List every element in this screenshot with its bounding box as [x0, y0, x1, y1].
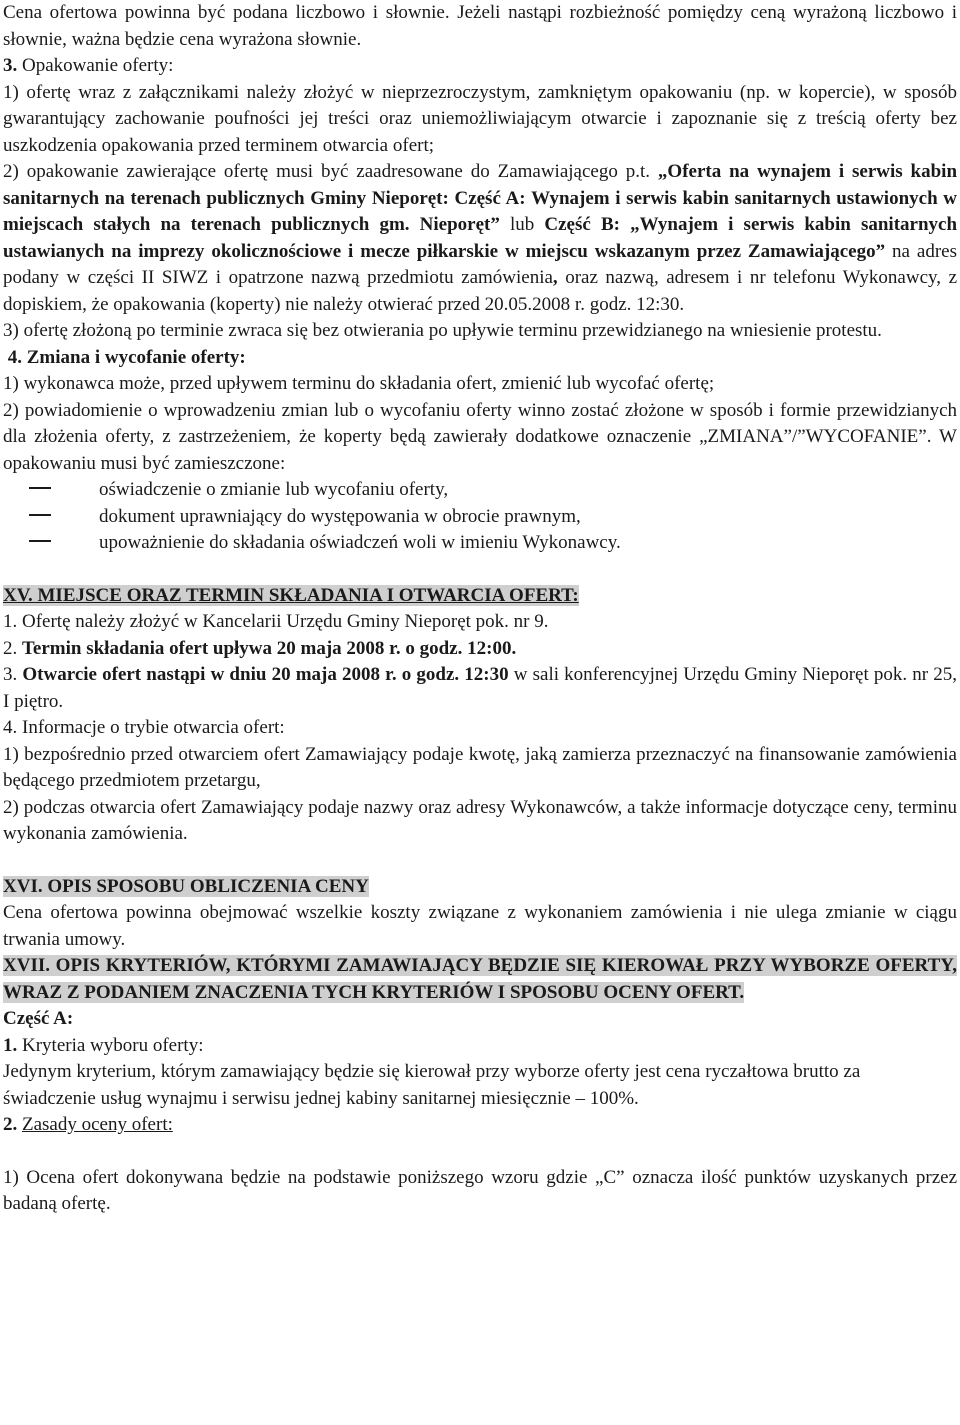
change-point-2: 2) powiadomienie o wprowadzeniu zmian lub o wycofaniu oferty winno zostać złożone w sposób i formie przewidzianych dla złożenia oferty, z zastrzeżeniem, że koperty będą zawierały dodatkowe oznaczenie „ZMIANA”/”WYCOFANIE”. W opakowaniu musi być zamieszczone:	[3, 399, 957, 474]
s15-item-4-2: 2) podczas otwarcia ofert Zamawiający podaje nazwy oraz adresy Wykonawców, a także informacje dotyczące ceny, terminu wykonania zamówienia.	[3, 796, 957, 844]
section-4-heading	[3, 345, 957, 372]
section-3-title: Opakowanie oferty:	[22, 55, 174, 76]
s15-item-3-rest: w sali konferencyjnej Urzędu Gminy Nieporęt pok. nr 25, I piętro.	[3, 664, 958, 712]
criteria-heading	[3, 1033, 957, 1060]
s15-item-2-text: Termin składania ofert upływa 20 maja 2008 r. o godz. 12:00.	[22, 637, 517, 659]
rules-text: 1) Ocena ofert dokonywana będzie na podstawie poniższego wzoru gdzie „C” oznacza ilość punktów uzyskanych przez badaną ofertę.	[3, 1166, 957, 1214]
offer-label-part-a: „Oferta na wynajem i serwis kabin sanitarnych na terenach publicznych Gminy Nieporęt: Część A:	[3, 161, 958, 209]
part-a-label	[3, 1006, 957, 1033]
offer-label-or: lub	[509, 214, 535, 235]
criteria-label: Kryteria wyboru oferty:	[22, 1034, 204, 1056]
section-16-text: Cena ofertowa powinna obejmować wszelkie koszty związane z wykonaniem zamówienia i nie ulega zmianie w ciągu trwania umowy.	[3, 902, 957, 950]
dash-icon	[29, 487, 51, 489]
rules-number: 2.	[3, 1114, 18, 1135]
packaging-point-3: 3) ofertę złożoną po terminie zwraca się bez otwierania po upływie terminu przewidzianego na wniesienie protestu.	[3, 320, 882, 341]
section-17-title: XVII. OPIS KRYTERIÓW, KTÓRYMI ZAMAWIAJĄCY BĘDZIE SIĘ KIEROWAŁ PRZY WYBORZE OFERTY, WRAZ Z PODANIEM ZNACZENIA TYCH KRYTERIÓW I SPOSOBU OCENY OFERT.	[3, 955, 957, 1003]
packaging-point-1: 1) ofertę wraz z załącznikami należy złożyć w nieprzezroczystym, zamkniętym opakowaniu (np. w kopercie), w sposób gwarantujący zachowanie poufności jej treści oraz uniemożliwiającym otwarcie i zapoznanie się z treścią oferty bez uszkodzenia opakowania przed terminem otwarcia ofert;	[3, 81, 957, 156]
offer-label-part-b: Część B: „Wynajem i serwis kabin sanitarnych ustawianych na imprezy okolicznościowe i mecze piłkarskie w miejscu wskazanym przez Zamawiającego”	[3, 214, 958, 262]
section-17-heading	[3, 953, 957, 1006]
bullet-item	[29, 530, 957, 557]
spacer	[3, 848, 957, 874]
section-4-number: 4.	[7, 346, 22, 368]
section-15-heading	[3, 583, 957, 610]
change-point-1: 1) wykonawca może, przed upływem terminu do składania ofert, zmienić lub wycofać ofertę;	[3, 373, 715, 394]
s15-item-4: 4. Informacje o trybie otwarcia ofert:	[3, 717, 285, 738]
packaging-address: na adres podany w części II SIWZ i opatrzone nazwą przedmiotu zamówienia	[3, 240, 957, 288]
section-4-title: Zmiana i wycofanie oferty:	[26, 346, 246, 368]
section-15-title: XV. MIEJSCE ORAZ TERMIN SKŁADANIA I OTWARCIA OFERT:	[3, 584, 579, 606]
s15-item-2	[3, 636, 957, 663]
section-3-number: 3.	[3, 55, 18, 76]
bullet-item	[29, 477, 957, 504]
dash-icon	[29, 514, 51, 516]
section-16-title: XVI. OPIS SPOSOBU OBLICZENIA CENY	[3, 875, 369, 897]
bullet-text: dokument uprawniający do występowania w obrocie prawnym,	[99, 505, 581, 527]
packaging-point-2	[3, 159, 957, 318]
packaging-point-2-intro: 2) opakowanie zawierające ofertę musi być zaadresowane do Zamawiającego p.t.	[3, 161, 651, 182]
criteria-number: 1.	[3, 1034, 18, 1056]
bullet-text: oświadczenie o zmianie lub wycofaniu oferty,	[99, 479, 449, 500]
criteria-text: Jedynym kryterium, którym zamawiający będzie się kierował przy wyborze oferty jest cena ryczałtowa brutto za świadczenie usług wynajmu i serwisu jednej kabiny sanitarnej miesięcznie – 100%.	[3, 1061, 861, 1109]
bullet-item	[29, 504, 957, 531]
s15-item-3-bold: Otwarcie ofert nastąpi w dniu 20 maja 2008 r. o godz. 12:30	[22, 664, 509, 685]
rules-label: Zasady oceny ofert:	[22, 1114, 173, 1135]
bullet-text: upoważnienie do składania oświadczeń woli w imieniu Wykonawcy.	[99, 532, 621, 553]
s15-item-2-number: 2.	[3, 637, 18, 659]
s15-item-3	[3, 662, 957, 715]
spacer	[3, 557, 957, 583]
s15-item-4-1: 1) bezpośrednio przed otwarciem ofert Zamawiający podaje kwotę, jaką zamierza przeznaczyć na finansowanie zamówienia będącego przedmiotem przetargu,	[3, 743, 957, 791]
part-a-text: Część A:	[3, 1008, 74, 1029]
s15-item-3-number: 3.	[3, 664, 18, 685]
section-16-heading	[3, 874, 957, 901]
packaging-comma: ,	[552, 267, 558, 288]
packaging-contact: oraz nazwą, adresem i nr telefonu Wykonawcy, z dopiskiem, że opakowania (koperty) nie należy otwierać przed 20.05.2008 r. godz. 12:30.	[3, 267, 958, 315]
price-paragraph: Cena ofertowa powinna być podana liczbowo i słownie. Jeżeli nastąpi rozbieżność pomiędzy ceną wyrażoną liczbowo i słownie, ważna będzie cena wyrażona słownie.	[3, 2, 957, 50]
offer-label-part-a-desc: Wynajem i serwis kabin sanitarnych ustawionych w miejscach stałych na terenach publicznych gm. Nieporęt”	[3, 187, 958, 235]
rules-heading	[3, 1112, 957, 1139]
section-3-heading	[3, 53, 957, 80]
dash-icon	[29, 540, 51, 542]
spacer	[3, 1139, 957, 1165]
s15-item-1: 1. Ofertę należy złożyć w Kancelarii Urzędu Gminy Nieporęt pok. nr 9.	[3, 611, 549, 632]
